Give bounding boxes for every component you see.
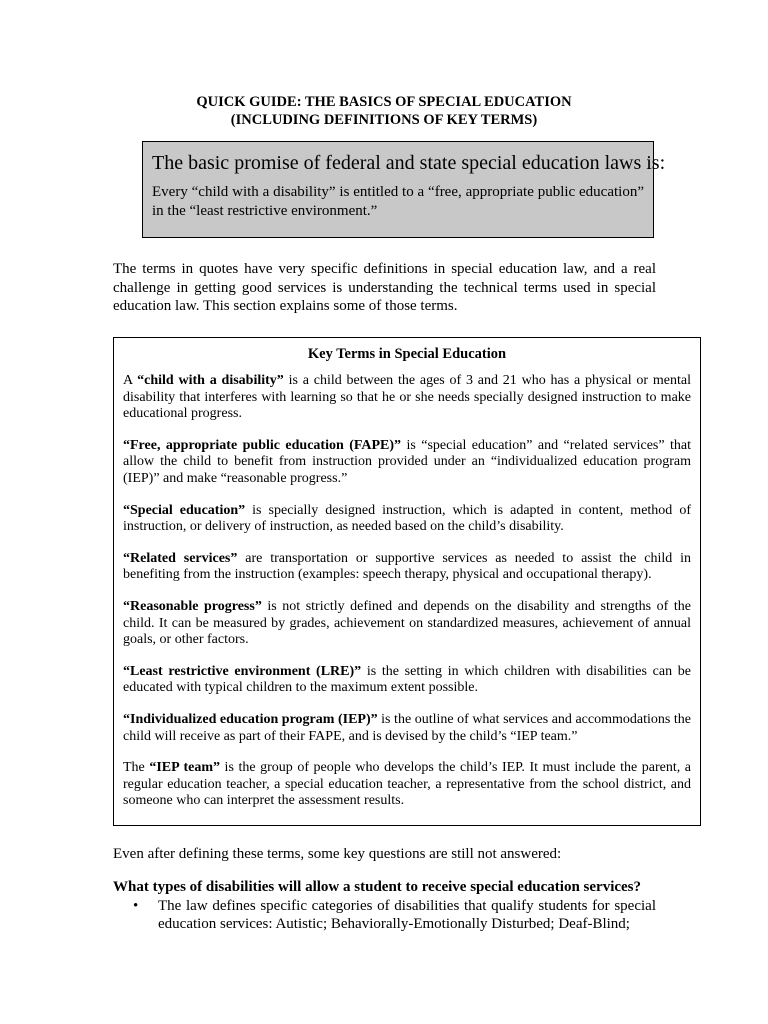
term-definition xyxy=(123,760,691,810)
term-text: is specially designed instruction, which is adapted in content, method of instruction, or delivery of instruction, as needed based on the child’s disability. xyxy=(123,502,691,535)
key-terms-heading: Key Terms in Special Education xyxy=(307,346,507,362)
key-terms-box xyxy=(113,337,701,826)
term-definition xyxy=(123,712,691,745)
term-name: “Least restrictive environment (LRE)” xyxy=(123,663,362,679)
term-definition xyxy=(123,664,691,697)
title-line-1: QUICK GUIDE: THE BASICS OF SPECIAL EDUCATION xyxy=(196,94,572,110)
page-title xyxy=(0,93,768,129)
promise-callout-box xyxy=(142,141,666,238)
term-name: “Individualized education program (IEP)” xyxy=(123,711,378,727)
term-text: is not strictly defined and depends on the disability and strengths of the child. It can be measured by grades, achievement on standardized measures, achievement of annual goals, or other factors. xyxy=(123,598,691,648)
follow-up-text: Even after defining these terms, some key questions are still not answered: xyxy=(113,846,562,862)
term-text: is “special education” and “related services” that allow the child to benefit from instruction provided under an “individualized education program (IEP)” and make “reasonable progress.” xyxy=(123,437,692,486)
term-definition xyxy=(123,438,691,488)
term-definition xyxy=(123,503,691,536)
term-text: is the outline of what services and accommodations the child will receive as part of their FAPE, and is devised by the child’s “IEP team.” xyxy=(123,711,691,744)
term-name: “Reasonable progress” xyxy=(123,598,262,614)
term-name: “Free, appropriate public education (FAPE)” xyxy=(123,437,402,453)
term-name: “Related services” xyxy=(123,550,238,566)
list-item xyxy=(113,897,656,933)
term-prefix: A xyxy=(123,373,138,388)
term-definition xyxy=(123,599,691,649)
intro-paragraph: The terms in quotes have very specific definitions in special education law, and a real challenge in getting good services is understanding the technical terms used in special education law. This section explains some of those terms. xyxy=(113,261,656,314)
bullet-list xyxy=(113,897,656,933)
term-text: is a child between the ages of 3 and 21 who has a physical or mental disability that interferes with learning so that he or she needs specially designed instruction to make educational progress. xyxy=(123,373,691,422)
term-name: “child with a disability” xyxy=(137,373,284,388)
title-line-2: (INCLUDING DEFINITIONS OF KEY TERMS) xyxy=(230,112,538,128)
term-text: are transportation or supportive services as needed to assist the child in benefiting from the instruction (examples: speech therapy, physical and occupational therapy). xyxy=(123,550,691,583)
promise-heading: The basic promise of federal and state special education laws is: xyxy=(152,152,666,174)
term-text: is the setting in which children with disabilities can be educated with typical children to the maximum extent possible. xyxy=(123,663,691,696)
list-item-text: The law defines specific categories of disabilities that qualify students for special education services: Autistic; Behaviorally-Emotionally Disturbed; Deaf-Blind; xyxy=(158,898,656,932)
term-text: is the group of people who develops the child’s IEP. It must include the parent, a regular education teacher, a special education teacher, a representative from the school district, and someone who can interpret the assessment results. xyxy=(123,760,692,809)
promise-text: Every “child with a disability” is entitled to a “free, appropriate public education” in the “least restrictive environment.” xyxy=(152,184,644,219)
term-definition xyxy=(123,551,691,584)
term-definition xyxy=(123,373,691,423)
bullet-icon: • xyxy=(133,898,139,914)
question-heading: What types of disabilities will allow a student to receive special education services? xyxy=(113,879,642,895)
term-prefix: The xyxy=(123,760,150,776)
term-name: “IEP team” xyxy=(149,760,220,776)
term-name: “Special education” xyxy=(123,502,246,518)
